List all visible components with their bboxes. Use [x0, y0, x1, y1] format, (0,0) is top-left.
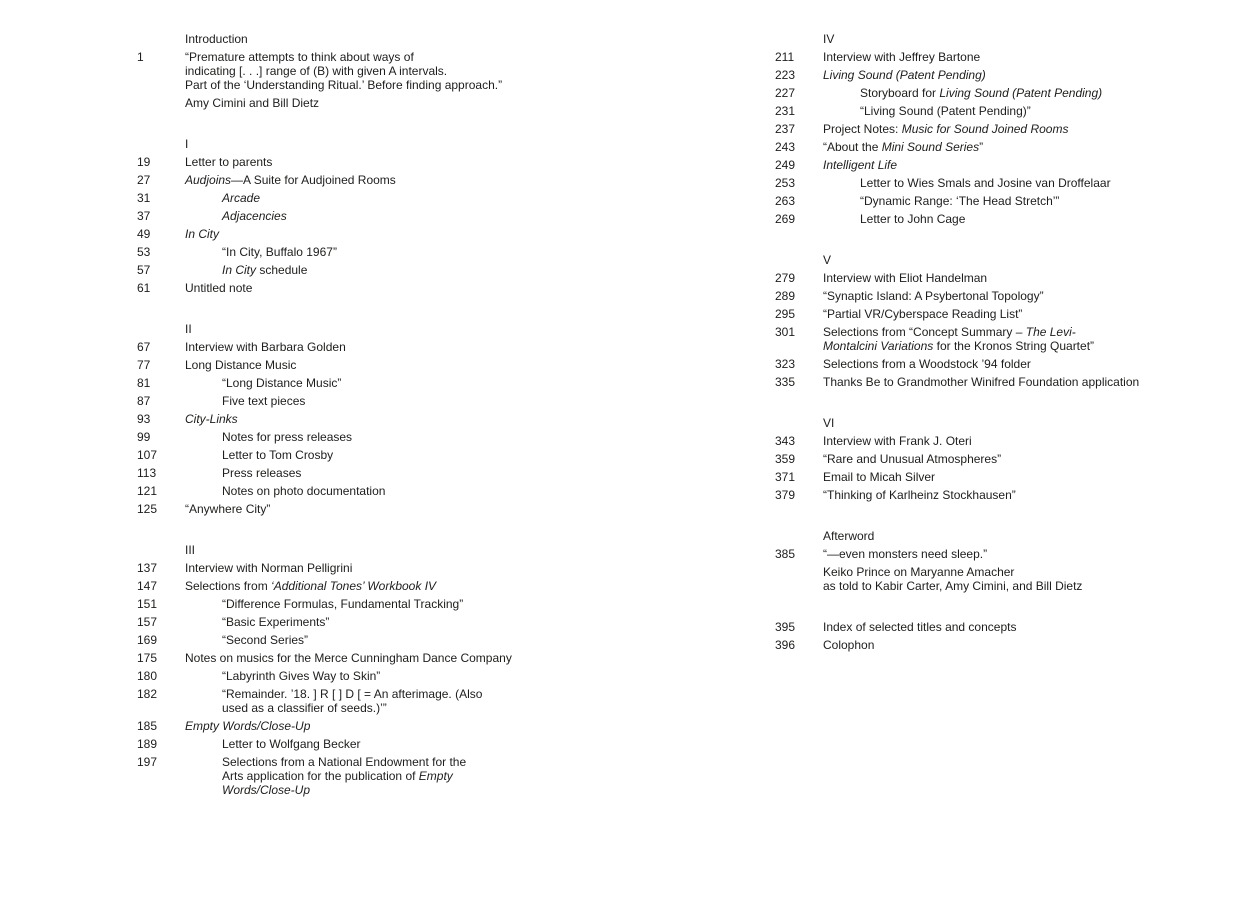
section-heading-label: V — [823, 253, 832, 267]
toc-column — [137, 32, 682, 801]
toc-entry — [775, 271, 1220, 285]
entry-title-line: Project Notes: Music for Sound Joined Rooms — [823, 122, 1069, 136]
entry-title-line: used as a classifier of seeds.)’” — [222, 701, 387, 715]
entry-title-line: Audjoins—A Suite for Audjoined Rooms — [185, 173, 396, 187]
entry-title-line: In City — [185, 227, 220, 241]
toc-section — [137, 322, 682, 516]
entry-title — [185, 448, 682, 462]
entry-title-line: “About the Mini Sound Series” — [823, 140, 984, 154]
entry-title-line: Long Distance Music — [185, 358, 297, 372]
toc-entry — [137, 633, 682, 647]
toc-entry — [137, 448, 682, 462]
section-heading — [137, 322, 682, 336]
toc-entry — [775, 86, 1220, 100]
toc-entry — [137, 755, 682, 797]
entry-title-line: Five text pieces — [222, 394, 306, 408]
page-number: 137 — [137, 561, 158, 575]
entry-title-line: Index of selected titles and concepts — [823, 620, 1017, 634]
entry-title-line: Arts application for the publication of Empty — [222, 769, 453, 783]
toc-entry — [137, 245, 682, 259]
toc-entry — [775, 176, 1220, 190]
entry-title — [185, 430, 682, 444]
toc-entry — [775, 547, 1220, 561]
toc-entry — [775, 470, 1220, 484]
toc-entry — [137, 155, 682, 169]
entry-title-line: “Thinking of Karlheinz Stockhausen” — [823, 488, 1016, 502]
entry-title — [185, 227, 682, 241]
toc-section — [775, 529, 1220, 593]
toc-entry — [775, 122, 1220, 136]
entry-title — [823, 325, 1220, 353]
entry-title-line: Interview with Frank J. Oteri — [823, 434, 972, 448]
toc-section — [137, 137, 682, 295]
page-number: 237 — [775, 122, 796, 136]
entry-title — [823, 488, 1220, 502]
toc-section — [137, 543, 682, 797]
entry-title-line: Words/Close-Up — [222, 783, 311, 797]
page-number: 227 — [775, 86, 796, 100]
entry-title — [185, 719, 682, 733]
section-heading-spacer — [137, 322, 185, 336]
entry-title-line: “Long Distance Music” — [222, 376, 342, 390]
section-heading-label: I — [185, 137, 189, 151]
toc-entry — [137, 173, 682, 187]
page-number: 223 — [775, 68, 796, 82]
toc-entry — [137, 340, 682, 354]
toc-entry — [775, 434, 1220, 448]
entry-title-line: Notes on musics for the Merce Cunningham Dance Company — [185, 651, 512, 665]
entry-title — [185, 50, 682, 92]
entry-title-line: Adjacencies — [222, 209, 287, 223]
entry-title — [185, 340, 682, 354]
page-number — [137, 96, 185, 110]
toc-entry — [775, 325, 1220, 353]
page-number: 335 — [775, 375, 796, 389]
toc-entry — [775, 620, 1220, 634]
page-number: 185 — [137, 719, 158, 733]
section-heading-label: VI — [823, 416, 835, 430]
page-number: 99 — [137, 430, 151, 444]
entry-title-line: Letter to parents — [185, 155, 273, 169]
entry-title-line: “Partial VR/Cyberspace Reading List” — [823, 307, 1023, 321]
entry-title — [823, 104, 1220, 118]
entry-title-line: “Anywhere City” — [185, 502, 271, 516]
toc-entry — [775, 68, 1220, 82]
entry-title — [185, 651, 682, 665]
entry-title — [823, 434, 1220, 448]
entry-title — [185, 615, 682, 629]
page-number: 53 — [137, 245, 151, 259]
entry-title-line: Interview with Norman Pelligrini — [185, 561, 353, 575]
section-heading-spacer — [775, 253, 823, 267]
entry-title-line: Selections from ‘Additional Tones’ Workbook IV — [185, 579, 437, 593]
page-number: 151 — [137, 597, 158, 611]
toc-entry — [137, 96, 682, 110]
entry-title-line: Interview with Eliot Handelman — [823, 271, 988, 285]
section-heading-spacer — [775, 32, 823, 46]
section-heading-spacer — [775, 529, 823, 543]
toc-entry — [137, 281, 682, 295]
entry-title — [185, 358, 682, 372]
entry-title — [823, 620, 1220, 634]
entry-title — [823, 547, 1220, 561]
entry-title-line: “Rare and Unusual Atmospheres” — [823, 452, 1002, 466]
entry-title — [185, 561, 682, 575]
toc-entry — [137, 597, 682, 611]
page-number: 175 — [137, 651, 158, 665]
toc-entry — [775, 140, 1220, 154]
page-number: 385 — [775, 547, 796, 561]
entry-title-line: “Second Series” — [222, 633, 309, 647]
entry-title — [185, 155, 682, 169]
page-number: 379 — [775, 488, 796, 502]
entry-title-line: Notes for press releases — [222, 430, 353, 444]
entry-title-line: Interview with Jeffrey Bartone — [823, 50, 981, 64]
entry-title-line: In City schedule — [222, 263, 308, 277]
section-heading — [137, 543, 682, 557]
entry-title-line: Untitled note — [185, 281, 253, 295]
toc-entry — [137, 737, 682, 751]
page-number: 295 — [775, 307, 796, 321]
page-number: 37 — [137, 209, 151, 223]
section-heading-spacer — [137, 543, 185, 557]
section-heading-label: II — [185, 322, 192, 336]
page-number — [775, 565, 823, 593]
entry-title — [823, 194, 1220, 208]
page-number: 243 — [775, 140, 796, 154]
entry-title — [823, 68, 1220, 82]
page-number: 211 — [775, 50, 795, 64]
entry-title — [185, 245, 682, 259]
entry-title-line: Thanks Be to Grandmother Winifred Foundation application — [823, 375, 1140, 389]
entry-title — [823, 470, 1220, 484]
entry-title — [185, 281, 682, 295]
entry-title — [185, 394, 682, 408]
section-heading — [137, 32, 682, 46]
entry-title-line: “Synaptic Island: A Psybertonal Topology” — [823, 289, 1044, 303]
page-number: 87 — [137, 394, 151, 408]
entry-title — [185, 484, 682, 498]
page-number: 343 — [775, 434, 796, 448]
page-number: 396 — [775, 638, 796, 652]
entry-title — [185, 173, 682, 187]
entry-title-line: Press releases — [222, 466, 302, 480]
page-number: 49 — [137, 227, 151, 241]
entry-title-line: “Difference Formulas, Fundamental Tracking” — [222, 597, 464, 611]
page-number: 359 — [775, 452, 796, 466]
entry-title-line: Selections from “Concept Summary – The Levi- — [823, 325, 1076, 339]
page-number: 125 — [137, 502, 158, 516]
toc-entry — [137, 719, 682, 733]
toc-entry — [137, 466, 682, 480]
entry-title — [823, 565, 1220, 593]
toc-entry — [137, 50, 682, 92]
page-number: 289 — [775, 289, 796, 303]
section-heading-label: IV — [823, 32, 835, 46]
entry-title — [185, 669, 682, 683]
entry-title — [185, 191, 682, 205]
entry-title-line: as told to Kabir Carter, Amy Cimini, and Bill Dietz — [823, 579, 1083, 593]
toc-column — [775, 32, 1220, 656]
page-number: 169 — [137, 633, 158, 647]
page-number: 31 — [137, 191, 151, 205]
toc-section — [775, 253, 1220, 389]
page-number: 249 — [775, 158, 796, 172]
section-heading-spacer — [137, 32, 185, 46]
entry-title-line: Amy Cimini and Bill Dietz — [185, 96, 320, 110]
page-number: 147 — [137, 579, 158, 593]
entry-title — [823, 50, 1220, 64]
entry-title — [823, 638, 1220, 652]
entry-title — [823, 307, 1220, 321]
toc-entry — [137, 651, 682, 665]
section-heading — [775, 32, 1220, 46]
entry-title — [823, 375, 1220, 389]
toc-entry — [137, 561, 682, 575]
toc-entry — [137, 358, 682, 372]
entry-title-line: Email to Micah Silver — [823, 470, 936, 484]
toc-entry — [137, 615, 682, 629]
toc-entry — [775, 488, 1220, 502]
toc-entry — [775, 50, 1220, 64]
toc-entry — [137, 669, 682, 683]
toc-entry — [775, 212, 1220, 226]
page-number: 253 — [775, 176, 796, 190]
page-number: 81 — [137, 376, 151, 390]
entry-title-line: Storyboard for Living Sound (Patent Pending) — [860, 86, 1103, 100]
toc-entry — [137, 376, 682, 390]
entry-title — [185, 687, 682, 715]
section-heading-label: Afterword — [823, 529, 875, 543]
entry-title-line: Colophon — [823, 638, 875, 652]
entry-title-line: “—even monsters need sleep.” — [823, 547, 988, 561]
toc-entry — [775, 194, 1220, 208]
entry-title-line: City-Links — [185, 412, 238, 426]
entry-title — [823, 212, 1220, 226]
toc-entry — [137, 191, 682, 205]
toc-entry — [775, 565, 1220, 593]
entry-title-line: Empty Words/Close-Up — [185, 719, 311, 733]
section-heading-spacer — [137, 137, 185, 151]
toc-entry — [775, 357, 1220, 371]
entry-title-line: “Premature attempts to think about ways of — [185, 50, 414, 64]
entry-title — [185, 466, 682, 480]
section-heading — [775, 529, 1220, 543]
entry-title — [185, 597, 682, 611]
section-heading-spacer — [775, 416, 823, 430]
toc-entry — [137, 579, 682, 593]
page-number: 1 — [137, 50, 144, 64]
section-heading-label: III — [185, 543, 196, 557]
toc-entry — [137, 687, 682, 715]
toc-entry — [137, 227, 682, 241]
page-number: 67 — [137, 340, 151, 354]
page-number: 301 — [775, 325, 796, 339]
entry-title-line: indicating [. . .] range of (B) with given A intervals. — [185, 64, 448, 78]
entry-title-line: Letter to John Cage — [860, 212, 966, 226]
page-number: 189 — [137, 737, 158, 751]
toc-entry — [775, 289, 1220, 303]
entry-title — [185, 263, 682, 277]
toc-entry — [775, 307, 1220, 321]
entry-title — [823, 271, 1220, 285]
entry-title — [823, 452, 1220, 466]
section-heading-label: Introduction — [185, 32, 248, 46]
entry-title — [185, 412, 682, 426]
entry-title — [185, 376, 682, 390]
entry-title-line: Arcade — [222, 191, 261, 205]
entry-title — [823, 357, 1220, 371]
page-number: 27 — [137, 173, 151, 187]
entry-title — [185, 737, 682, 751]
entry-title — [185, 633, 682, 647]
page-number: 269 — [775, 212, 796, 226]
entry-title-line: Keiko Prince on Maryanne Amacher — [823, 565, 1015, 579]
page-number: 371 — [775, 470, 796, 484]
entry-title-line: Letter to Tom Crosby — [222, 448, 334, 462]
toc-section — [775, 32, 1220, 226]
section-heading — [775, 416, 1220, 430]
entry-title-line: “Basic Experiments” — [222, 615, 330, 629]
page-number: 231 — [775, 104, 796, 118]
page-number: 57 — [137, 263, 151, 277]
entry-title-line: Intelligent Life — [823, 158, 898, 172]
entry-title — [823, 86, 1220, 100]
toc-entry — [137, 412, 682, 426]
page-number: 263 — [775, 194, 796, 208]
entry-title-line: Selections from a National Endowment for the — [222, 755, 467, 769]
page-number: 93 — [137, 412, 151, 426]
entry-title-line: “Labyrinth Gives Way to Skin” — [222, 669, 381, 683]
toc-entry — [137, 484, 682, 498]
page-number: 157 — [137, 615, 158, 629]
entry-title-line: “Dynamic Range: ‘The Head Stretch’” — [860, 194, 1060, 208]
page-number: 121 — [137, 484, 158, 498]
entry-title-line: Notes on photo documentation — [222, 484, 386, 498]
entry-title — [823, 176, 1220, 190]
entry-title — [823, 122, 1220, 136]
toc-entry — [137, 394, 682, 408]
toc-entry — [137, 502, 682, 516]
entry-title — [823, 158, 1220, 172]
entry-title-line: Interview with Barbara Golden — [185, 340, 346, 354]
entry-title — [185, 755, 682, 797]
entry-title-line: Part of the ‘Understanding Ritual.’ Before finding approach.” — [185, 78, 503, 92]
section-heading — [137, 137, 682, 151]
toc-entry — [775, 452, 1220, 466]
page-number: 395 — [775, 620, 796, 634]
entry-title-line: “Remainder. ’18. ] R [ ] D [ = An afterimage. (Also — [222, 687, 483, 701]
page-number: 107 — [137, 448, 158, 462]
toc-entry — [137, 263, 682, 277]
toc-entry — [775, 158, 1220, 172]
entry-title — [185, 209, 682, 223]
page-number: 279 — [775, 271, 796, 285]
page-number: 77 — [137, 358, 151, 372]
entry-title-line: “Living Sound (Patent Pending)” — [860, 104, 1031, 118]
entry-title-line: Letter to Wolfgang Becker — [222, 737, 361, 751]
entry-title — [823, 140, 1220, 154]
toc-entry — [775, 375, 1220, 389]
toc-section — [775, 416, 1220, 502]
entry-title — [185, 502, 682, 516]
toc-section — [775, 620, 1220, 652]
entry-title — [185, 96, 682, 110]
entry-title-line: Living Sound (Patent Pending) — [823, 68, 986, 82]
entry-title — [823, 289, 1220, 303]
toc-entry — [775, 104, 1220, 118]
entry-title-line: Montalcini Variations for the Kronos String Quartet” — [823, 339, 1095, 353]
page-number: 323 — [775, 357, 796, 371]
toc-entry — [137, 430, 682, 444]
toc-section — [137, 32, 682, 110]
section-heading — [775, 253, 1220, 267]
page-number: 113 — [137, 466, 157, 480]
page-number: 180 — [137, 669, 158, 683]
page-number: 197 — [137, 755, 158, 769]
entry-title-line: Letter to Wies Smals and Josine van Droffelaar — [860, 176, 1111, 190]
entry-title-line: “In City, Buffalo 1967” — [222, 245, 337, 259]
entry-title-line: Selections from a Woodstock ’94 folder — [823, 357, 1031, 371]
page-number: 19 — [137, 155, 151, 169]
entry-title — [185, 579, 682, 593]
page-number: 182 — [137, 687, 158, 701]
toc-entry — [137, 209, 682, 223]
toc-entry — [775, 638, 1220, 652]
page-number: 61 — [137, 281, 151, 295]
